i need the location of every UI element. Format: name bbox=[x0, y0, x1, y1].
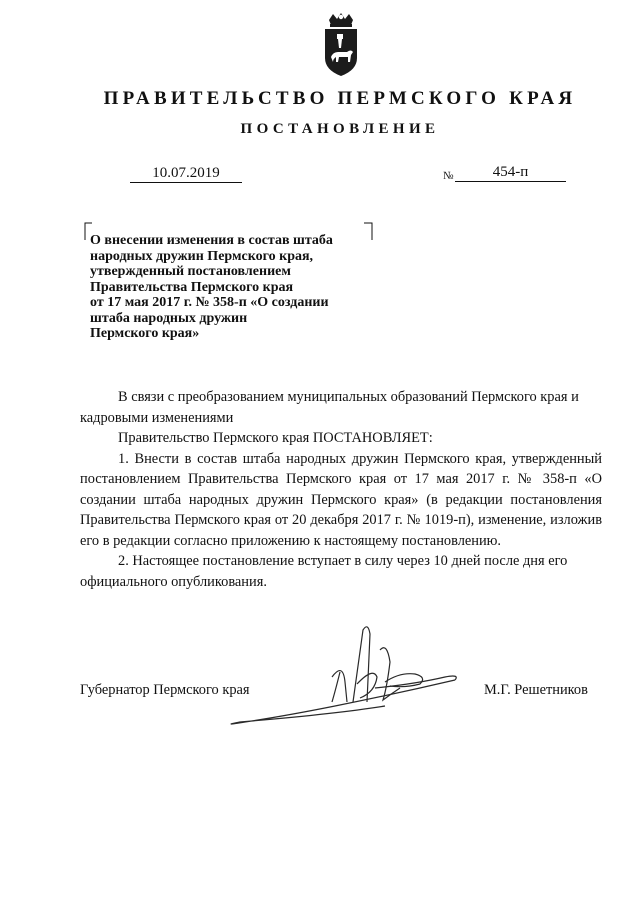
organization-title: ПРАВИТЕЛЬСТВО ПЕРМСКОГО КРАЯ bbox=[103, 88, 577, 109]
signatory-name: М.Г. Решетников bbox=[484, 682, 588, 698]
handwritten-signature-icon bbox=[215, 622, 480, 732]
number-sign: № bbox=[443, 170, 454, 182]
document-body bbox=[80, 387, 602, 592]
signatory-position: Губернатор Пермского края bbox=[80, 682, 250, 698]
document-type-title: ПОСТАНОВЛЕНИЕ bbox=[240, 121, 440, 137]
subject-line: Правительства Пермского края bbox=[90, 279, 294, 295]
clause-1-paragraph: 1. Внести в состав штаба народных дружин Пермского края, утвержденный постановлением Правительства Пермского края от 17 мая 2017 г. № 358-п «О создании штаба народных дружин Пермского края» (в редакции постановления Правительства Пермского края от 20 декабря 2017 г. № 1019-п), изменение, изложив его в редакции согласно приложению к настоящему постановлению. bbox=[80, 450, 602, 549]
document-subject bbox=[90, 233, 380, 342]
coat-of-arms-icon bbox=[316, 12, 366, 78]
subject-line: народных дружин Пермского края, bbox=[90, 248, 314, 264]
document-date: 10.07.2019 bbox=[130, 164, 242, 183]
clause-2-paragraph: 2. Настоящее постановление вступает в силу через 10 дней после дня его официального опубликования. bbox=[80, 553, 568, 590]
subject-line: О внесении изменения в состав штаба bbox=[90, 233, 333, 248]
preamble-paragraph: В связи с преобразованием муниципальных образований Пермского края и кадровыми изменениями bbox=[80, 389, 579, 426]
subject-line: Пермского края» bbox=[90, 326, 200, 341]
resolution-paragraph: Правительство Пермского края ПОСТАНОВЛЯЕТ: bbox=[118, 430, 433, 446]
subject-line: от 17 мая 2017 г. № 358-п «О создании bbox=[90, 295, 329, 310]
document-number: 454-п bbox=[455, 163, 566, 182]
subject-line: штаба народных дружин bbox=[90, 310, 248, 326]
subject-line: утвержденный постановлением bbox=[90, 264, 291, 279]
